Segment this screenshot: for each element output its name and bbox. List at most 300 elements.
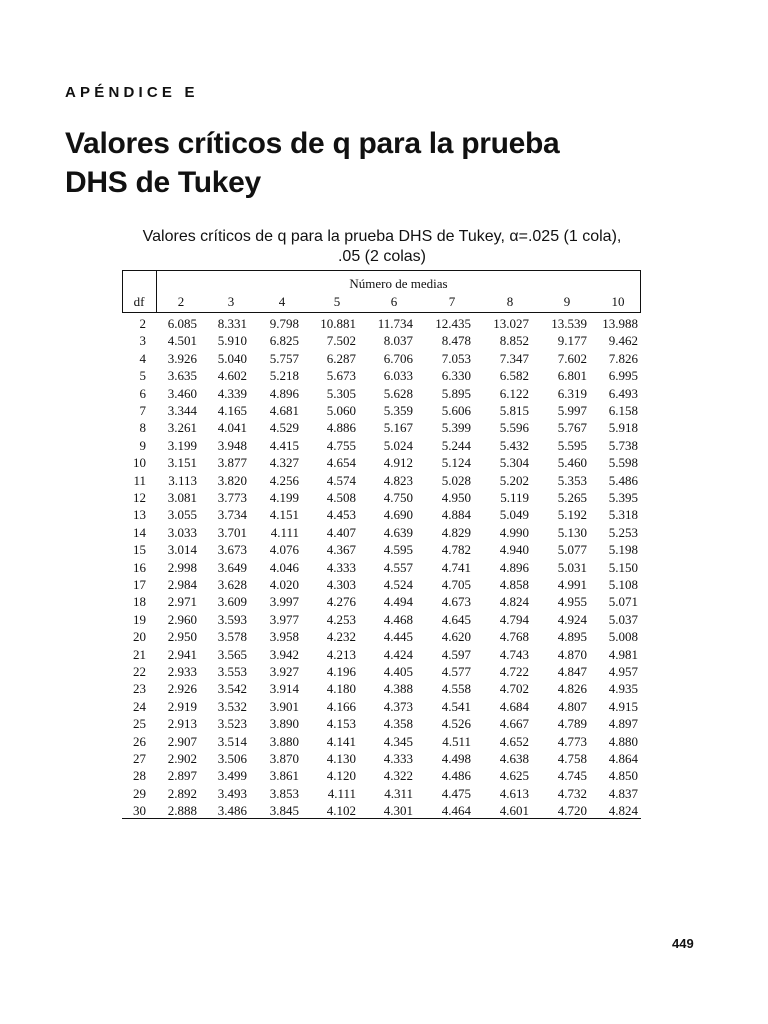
table-cell: 4.498 (441, 751, 471, 766)
table-cell: 4.526 (441, 716, 471, 732)
table-cell: 3.493 (217, 785, 247, 801)
table-cell: 4.165 (217, 403, 247, 418)
table-cell: 4.667 (499, 716, 529, 732)
table-cell: 4.120 (326, 768, 356, 784)
table-cell: 4.935 (608, 681, 638, 697)
table-cell: 4.256 (269, 472, 299, 488)
table-cell: 4.638 (499, 751, 529, 766)
table-cell: 4.597 (441, 646, 471, 662)
table-cell: 4.020 (269, 577, 299, 592)
table-cell: 4.424 (383, 646, 413, 662)
table-cell: 2.971 (167, 594, 197, 610)
table-cell: 5.598 (608, 455, 638, 471)
df-cell: 5 (139, 368, 146, 384)
table-cell: 4.990 (499, 524, 529, 540)
table-cell: 4.884 (441, 507, 471, 523)
df-cell: 6 (139, 385, 146, 401)
table-cell: 3.014 (167, 542, 197, 558)
table-cell: 3.861 (269, 768, 299, 784)
df-cell: 19 (133, 611, 146, 627)
table-cell: 2.941 (167, 646, 197, 662)
table-cell: 4.837 (608, 785, 638, 801)
table-caption-line-1: Valores críticos de q para la prueba DHS de Tukey, α=.025 (1 cola), (142, 228, 622, 245)
table-top-rule (122, 270, 641, 271)
table-cell: 5.077 (557, 542, 587, 558)
table-cell: 4.301 (383, 803, 413, 819)
table-cell: 4.880 (608, 733, 638, 749)
table-cell: 4.602 (217, 368, 247, 384)
df-header: df (133, 294, 145, 309)
table-cell: 5.124 (441, 455, 471, 471)
table-cell: 3.890 (269, 716, 299, 732)
column-header: 9 (563, 294, 571, 309)
table-cell: 5.202 (499, 472, 529, 488)
table-cell: 4.824 (608, 803, 638, 819)
table-cell: 3.701 (217, 524, 247, 540)
table-cell: 4.625 (499, 768, 529, 784)
table-cell: 4.768 (499, 629, 529, 645)
table-cell: 4.557 (383, 559, 413, 575)
table-cell: 7.826 (608, 350, 638, 366)
table-cell: 4.807 (557, 698, 587, 714)
table-cell: 4.373 (383, 698, 413, 714)
df-cell: 13 (133, 507, 146, 523)
df-cell: 16 (133, 559, 146, 575)
table-cell: 8.852 (499, 333, 529, 349)
table-cell: 5.253 (608, 524, 638, 540)
table-cell: 4.213 (326, 646, 356, 662)
df-cell: 29 (133, 785, 146, 801)
table-cell: 4.981 (608, 646, 638, 662)
df-cell: 9 (139, 437, 146, 453)
table-cell: 5.895 (441, 385, 471, 401)
table-cell: 5.037 (608, 611, 638, 627)
table-cell: 5.198 (608, 542, 638, 558)
table-cell: 3.853 (269, 785, 299, 801)
table-cell: 3.565 (217, 646, 247, 662)
table-cell: 2.950 (167, 629, 197, 645)
table-cell: 2.926 (167, 681, 197, 697)
table-cell: 4.613 (499, 785, 529, 801)
table-cell: 4.367 (326, 542, 356, 558)
table-cell: 2.998 (167, 559, 197, 575)
table-cell: 5.353 (557, 472, 587, 488)
table-cell: 6.801 (557, 368, 587, 384)
table-cell: 13.027 (493, 316, 529, 331)
table-cell: 2.907 (167, 733, 197, 749)
table-cell: 6.995 (608, 368, 638, 384)
table-cell: 4.789 (557, 716, 587, 732)
df-cell: 12 (133, 490, 146, 505)
table-cell: 4.745 (557, 768, 587, 784)
column-header: 8 (506, 294, 514, 309)
df-cell: 15 (133, 542, 146, 558)
table-cell: 5.399 (441, 420, 471, 436)
table-cell: 5.460 (557, 455, 587, 471)
column-header: 6 (390, 294, 398, 309)
table-cell: 6.033 (383, 368, 413, 384)
table-cell: 7.347 (499, 350, 529, 366)
table-cell: 4.847 (557, 664, 587, 679)
table-cell: 5.071 (608, 594, 638, 610)
table-cell: 4.524 (383, 577, 413, 592)
table-cell: 4.153 (326, 716, 356, 732)
table-cell: 4.468 (383, 611, 413, 627)
table-cell: 4.322 (383, 768, 413, 784)
table-cell: 4.957 (608, 664, 638, 679)
table-cell: 4.750 (383, 490, 413, 505)
table-cell: 5.486 (608, 472, 638, 488)
table-cell: 7.502 (326, 333, 356, 349)
table-cell: 6.582 (499, 368, 529, 384)
table-cell: 4.758 (557, 751, 587, 766)
table-cell: 4.276 (326, 594, 356, 610)
table-cell: 2.984 (167, 577, 197, 592)
table-header-rule (122, 312, 641, 313)
table-cell: 4.102 (326, 803, 356, 819)
table-cell: 3.635 (167, 368, 197, 384)
table-cell: 3.673 (217, 542, 247, 558)
column-header: 7 (448, 294, 456, 309)
table-cell: 4.850 (608, 768, 638, 784)
table-cell: 5.060 (326, 403, 356, 418)
table-cell: 3.553 (217, 664, 247, 679)
table-cell: 5.244 (441, 437, 471, 453)
page-number: 449 (672, 936, 694, 951)
table-cell: 3.578 (217, 629, 247, 645)
table-cell: 5.024 (383, 437, 413, 453)
table-cell: 5.119 (500, 490, 529, 505)
table-cell: 3.344 (167, 403, 197, 418)
table-cell: 5.359 (383, 403, 413, 418)
table-cell: 4.595 (383, 542, 413, 558)
page-title-line-2: DHS de Tukey (65, 166, 261, 199)
df-cell: 14 (133, 524, 146, 540)
table-cell: 5.304 (499, 455, 529, 471)
table-cell: 5.767 (557, 420, 587, 436)
table-cell: 3.199 (167, 437, 197, 453)
table-cell: 4.339 (217, 385, 247, 401)
table-cell: 3.261 (167, 420, 197, 436)
table-cell: 5.596 (499, 420, 529, 436)
df-cell: 25 (133, 716, 146, 732)
df-cell: 7 (139, 403, 146, 418)
df-cell: 18 (133, 594, 146, 610)
table-cell: 4.864 (608, 751, 638, 766)
table-cell: 4.773 (557, 733, 587, 749)
table-cell: 4.794 (499, 611, 529, 627)
table-cell: 3.033 (167, 524, 197, 540)
table-cell: 10.881 (320, 316, 356, 331)
table-cell: 4.445 (383, 629, 413, 645)
table-cell: 4.639 (383, 524, 413, 540)
table-cell: 3.542 (217, 681, 247, 697)
column-header: 4 (278, 294, 286, 309)
table-cell: 3.977 (269, 611, 299, 627)
table-cell: 4.151 (269, 507, 299, 523)
table-cell: 4.232 (326, 629, 356, 645)
page-title-line-1: Valores críticos de q para la prueba (65, 127, 560, 160)
table-cell: 3.997 (269, 594, 299, 610)
table-cell: 3.914 (269, 681, 299, 697)
table-cell: 3.506 (217, 751, 247, 766)
table-cell: 3.926 (167, 350, 197, 366)
table-cell: 4.897 (608, 716, 638, 732)
table-cell: 4.826 (557, 681, 587, 697)
table-cell: 3.628 (217, 577, 247, 592)
table-cell: 5.028 (441, 472, 471, 488)
table-cell: 4.041 (217, 420, 247, 436)
table-cell: 4.955 (557, 594, 587, 610)
column-header: 5 (333, 294, 341, 309)
table-cell: 4.652 (499, 733, 529, 749)
table-cell: 4.896 (269, 385, 299, 401)
table-cell: 3.958 (269, 629, 299, 645)
table-cell: 5.218 (269, 368, 299, 384)
table-cell: 8.037 (383, 333, 413, 349)
table-cell: 3.942 (269, 646, 299, 662)
table-cell: 4.501 (167, 333, 197, 349)
df-cell: 22 (133, 664, 146, 679)
group-header: Número de medias (349, 276, 448, 291)
table-cell: 5.997 (557, 403, 587, 418)
appendix-label: APÉNDICE E (65, 84, 199, 101)
table-cell: 9.462 (608, 333, 638, 349)
table-caption-line-2: .05 (2 colas) (337, 248, 427, 265)
table-cell: 4.673 (441, 594, 471, 610)
table-cell: 6.158 (608, 403, 638, 418)
table-cell: 3.514 (217, 733, 247, 749)
table-cell: 4.915 (608, 698, 638, 714)
df-cell: 8 (139, 420, 146, 436)
table-cell: 2.902 (167, 751, 197, 766)
table-cell: 5.192 (557, 507, 587, 523)
table-cell: 4.690 (383, 507, 413, 523)
df-cell: 17 (133, 577, 146, 592)
table-cell: 4.415 (269, 437, 299, 453)
table-cell: 3.901 (269, 698, 299, 714)
table-cell: 5.049 (499, 507, 529, 523)
table-cell: 4.303 (326, 577, 356, 592)
table-cell: 4.912 (383, 455, 413, 471)
table-cell: 4.333 (383, 751, 413, 766)
table-cell: 2.919 (167, 698, 197, 714)
table-cell: 4.111 (270, 524, 299, 540)
table-cell: 5.918 (608, 420, 638, 436)
table-cell: 6.287 (326, 350, 356, 366)
table-cell: 7.053 (441, 350, 471, 366)
table-cell: 4.886 (326, 420, 356, 436)
table-cell: 4.722 (499, 664, 529, 679)
table-cell: 4.166 (326, 698, 356, 714)
table-cell: 3.734 (217, 507, 247, 523)
table-cell: 4.046 (269, 559, 299, 575)
table-cell: 5.628 (383, 385, 413, 401)
page-title (65, 124, 705, 202)
table-cell: 3.927 (269, 664, 299, 679)
table-cell: 5.305 (326, 385, 356, 401)
table-cell: 4.858 (499, 577, 529, 592)
table-cell: 5.395 (608, 490, 638, 505)
table-cell: 4.130 (326, 751, 356, 766)
table-cell: 4.895 (557, 629, 587, 645)
table-cell: 4.601 (499, 803, 529, 819)
table-cell: 4.991 (557, 577, 587, 592)
table-cell: 4.327 (269, 455, 299, 471)
table-cell: 5.108 (608, 577, 638, 592)
table-cell: 13.988 (602, 316, 638, 331)
table-cell: 3.870 (269, 751, 299, 766)
table-cell: 6.825 (269, 333, 299, 349)
table-cell: 12.435 (435, 316, 471, 331)
table-cell: 4.870 (557, 646, 587, 662)
df-cell: 10 (133, 455, 146, 471)
table-cell: 3.948 (217, 437, 247, 453)
df-cell: 21 (133, 646, 146, 662)
table-cell: 4.620 (441, 629, 471, 645)
table-cell: 3.845 (269, 803, 299, 819)
df-cell: 23 (133, 681, 146, 697)
table-cell: 6.122 (499, 385, 529, 401)
table-cell: 5.265 (557, 490, 587, 505)
table-cell: 5.757 (269, 350, 299, 366)
table-cell: 2.897 (167, 768, 197, 784)
table-cell: 2.888 (167, 803, 197, 819)
table-cell: 4.684 (499, 698, 529, 714)
table-cell: 4.924 (557, 611, 587, 627)
table-cell: 5.008 (608, 629, 638, 645)
table-cell: 4.541 (441, 698, 471, 714)
table-cell: 4.311 (384, 785, 413, 801)
table-cell: 5.040 (217, 350, 247, 366)
table-cell: 4.475 (441, 785, 471, 801)
table-cell: 4.141 (326, 733, 356, 749)
table-cell: 4.486 (441, 768, 471, 784)
table-cell: 4.896 (499, 559, 529, 575)
table-cell: 13.539 (551, 316, 587, 331)
table-cell: 4.180 (326, 681, 356, 697)
table-cell: 4.574 (326, 472, 356, 488)
df-cell: 4 (139, 350, 146, 366)
table-cell: 11.734 (377, 316, 413, 331)
table-cell: 2.933 (167, 664, 197, 679)
table-cell: 4.940 (499, 542, 529, 558)
table-cell: 4.358 (383, 716, 413, 732)
table-cell: 6.319 (557, 385, 587, 401)
table-cell: 4.743 (499, 646, 529, 662)
table-cell: 4.645 (441, 611, 471, 627)
table-cell: 4.111 (327, 785, 356, 801)
table-cell: 3.593 (217, 611, 247, 627)
df-cell: 24 (133, 698, 146, 714)
table-cell: 4.577 (441, 664, 471, 679)
table-cell: 4.702 (499, 681, 529, 697)
table-cell: 9.177 (557, 333, 587, 349)
table-cell: 4.076 (269, 542, 299, 558)
table-cell: 7.602 (557, 350, 587, 366)
df-cell: 26 (133, 733, 146, 749)
table-cell: 5.673 (326, 368, 356, 384)
table-cell: 4.333 (326, 559, 356, 575)
table-cell: 5.595 (557, 437, 587, 453)
table-cell: 4.755 (326, 437, 356, 453)
table-cell: 4.950 (441, 490, 471, 505)
df-cell: 28 (133, 768, 146, 784)
table-cell: 4.508 (326, 490, 356, 505)
df-cell: 3 (139, 333, 146, 349)
table-cell: 5.738 (608, 437, 638, 453)
table-cell: 4.464 (441, 803, 471, 819)
table-cell: 5.432 (499, 437, 529, 453)
table-cell: 4.654 (326, 455, 356, 471)
table-cell: 4.741 (441, 559, 471, 575)
table-cell: 2.892 (167, 785, 197, 801)
table-cell: 6.493 (608, 385, 638, 401)
table-cell: 3.609 (217, 594, 247, 610)
table-cell: 4.345 (383, 733, 413, 749)
table-cell: 6.706 (383, 350, 413, 366)
table-cell: 4.407 (326, 524, 356, 540)
table-cell: 3.151 (167, 455, 197, 471)
table-cell: 9.798 (269, 316, 299, 331)
table-cell: 3.055 (167, 507, 197, 523)
table-cell: 3.486 (217, 803, 247, 819)
table-cell: 4.824 (499, 594, 529, 610)
table-cell: 5.130 (557, 524, 587, 540)
table-cell: 3.081 (167, 490, 197, 505)
table-cell: 4.681 (269, 403, 299, 418)
table-cell: 5.150 (608, 559, 638, 575)
table-cell: 4.405 (383, 664, 413, 679)
table-cell: 3.773 (217, 490, 247, 505)
table-cell: 4.388 (383, 681, 413, 697)
table-cell: 5.031 (557, 559, 587, 575)
table-cell: 3.820 (217, 472, 247, 488)
table-cell: 3.523 (217, 716, 247, 732)
table-cell: 2.913 (167, 716, 197, 732)
table-cell: 4.732 (557, 785, 587, 801)
column-header: 10 (611, 294, 625, 309)
table-cell: 3.460 (167, 385, 197, 401)
table-cell: 5.167 (383, 420, 413, 436)
table-cell: 3.532 (217, 698, 247, 714)
table-cell: 3.113 (168, 472, 197, 488)
table-cell: 4.511 (442, 733, 471, 749)
table-cell: 4.453 (326, 507, 356, 523)
table-cell: 4.558 (441, 681, 471, 697)
table-cell: 6.085 (167, 316, 197, 331)
df-cell: 2 (139, 316, 146, 331)
table-cell: 3.499 (217, 768, 247, 784)
column-header: 3 (227, 294, 235, 309)
table-cell: 4.199 (269, 490, 299, 505)
table-cell: 8.331 (217, 316, 247, 331)
table-cell: 4.829 (441, 524, 471, 540)
column-header: 2 (177, 294, 185, 309)
table-cell: 4.705 (441, 577, 471, 592)
table-cell: 8.478 (441, 333, 471, 349)
table-cell: 6.330 (441, 368, 471, 384)
table-cell: 3.877 (217, 455, 247, 471)
table-cell: 3.649 (217, 559, 247, 575)
table-caption (122, 227, 642, 267)
df-cell: 11 (133, 472, 146, 488)
table-cell: 4.253 (326, 611, 356, 627)
df-cell: 27 (133, 751, 146, 766)
table-cell: 5.910 (217, 333, 247, 349)
table-cell: 2.960 (167, 611, 197, 627)
table-cell: 4.529 (269, 420, 299, 436)
